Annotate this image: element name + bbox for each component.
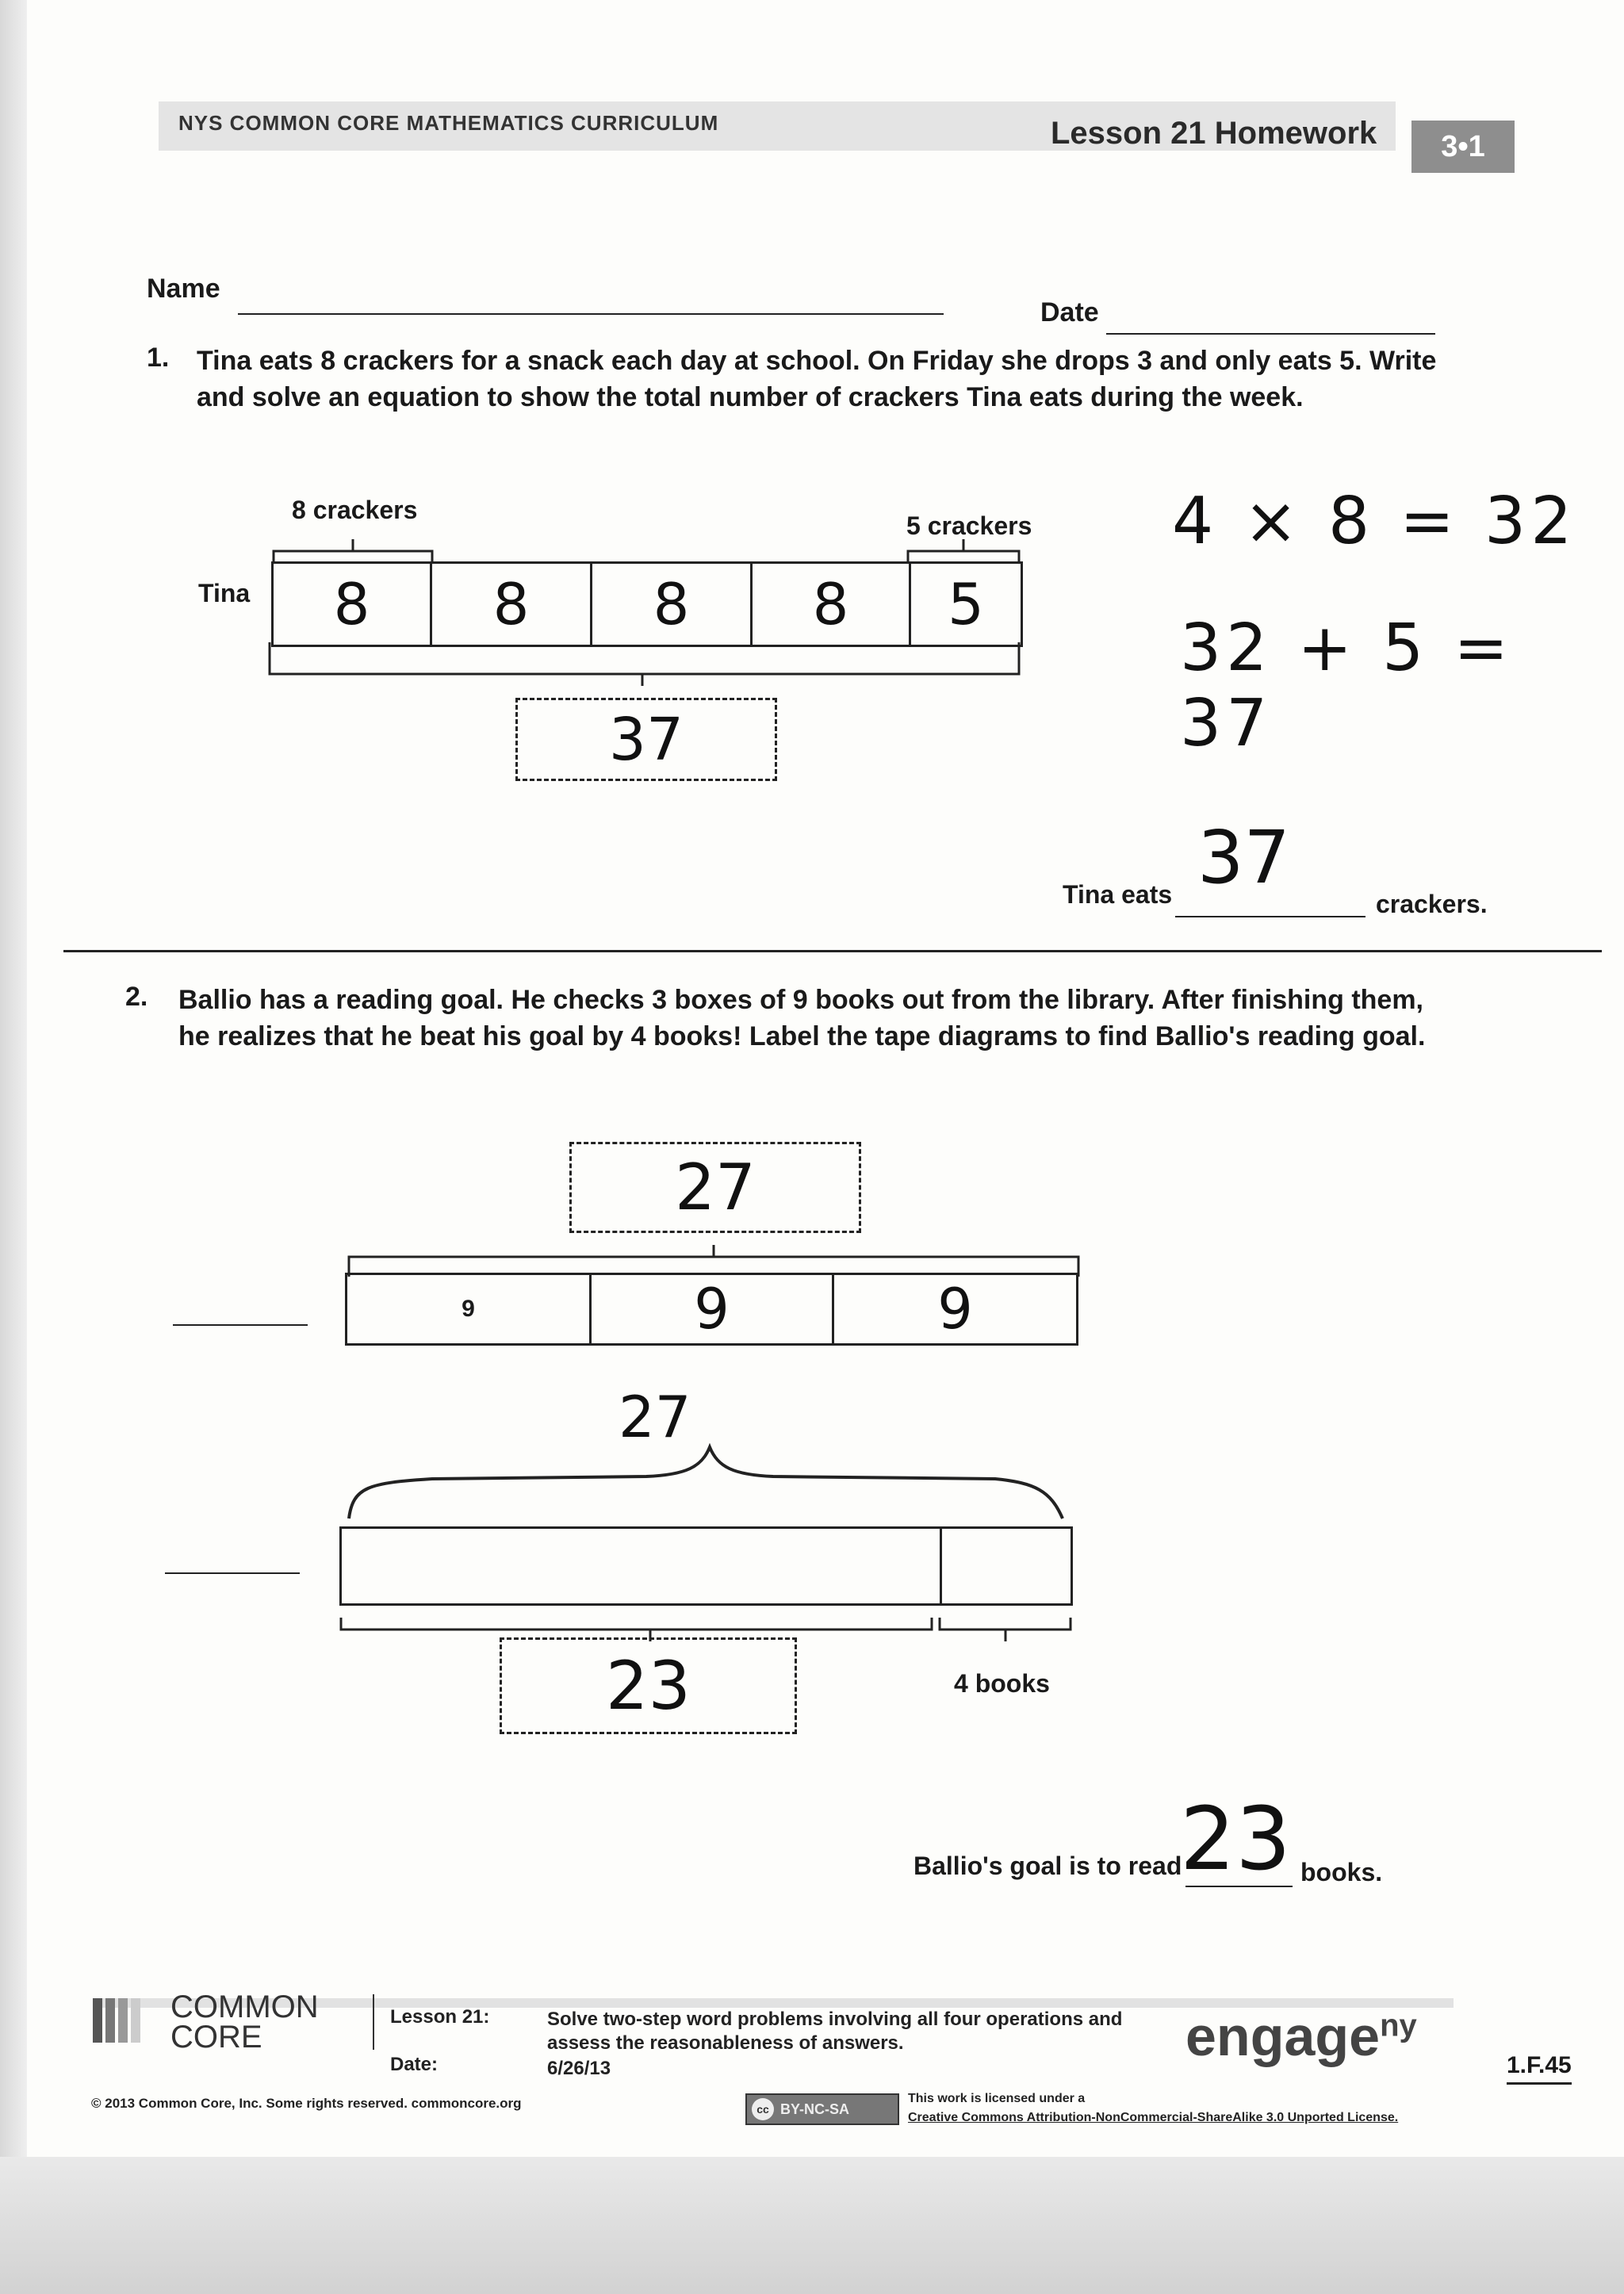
q2-tape2-brace-label: 27: [619, 1384, 691, 1450]
q2-tape2-label-blank[interactable]: [165, 1572, 300, 1574]
footer-date-value: 6/26/13: [547, 2058, 611, 2079]
date-field[interactable]: [1106, 333, 1435, 335]
q2-tape2-extra-cell: [942, 1529, 1071, 1603]
q2-tape2-main-cell: [342, 1529, 942, 1603]
name-label: Name: [147, 274, 220, 304]
section-divider: [63, 950, 1602, 952]
footer-description: Solve two-step word problems involving all four operations and assess the reasonableness of answers.: [547, 2009, 1123, 2054]
grade-module-badge: 3•1: [1411, 121, 1515, 173]
cc-badge-text: BY-NC-SA: [780, 2101, 850, 2117]
page-code: 1.F.45: [1507, 2052, 1572, 2085]
q2-tape1-total-box[interactable]: 27: [569, 1142, 861, 1233]
license-line-1: This work is licensed under a: [908, 2092, 1086, 2105]
q1-tape-cell: 8: [274, 564, 432, 645]
footer-date-label: Date:: [390, 2054, 439, 2075]
q1-tape-label: Tina: [198, 579, 251, 607]
q1-total-box[interactable]: 37: [515, 698, 777, 781]
cc-license-badge: [745, 2093, 899, 2125]
q2-tape1-label-blank[interactable]: [173, 1324, 308, 1326]
common-core-brand: [170, 1990, 319, 2055]
q1-answer-prefix: Tina eats: [1063, 880, 1173, 909]
q1-tape-cell: 8: [592, 564, 753, 645]
lesson-title: Lesson 21 Homework: [1051, 116, 1377, 151]
brand-line-2: CORE: [170, 2020, 262, 2055]
q1-equation-1: 4 × 8 = 32: [1172, 484, 1577, 559]
q1-equation-2: 32 + 5 = 37: [1180, 611, 1514, 761]
q1-tape: [271, 561, 1023, 647]
q1-tape-cell: 8: [432, 564, 592, 645]
footer-lesson-label: Lesson 21:: [390, 2006, 490, 2028]
scan-edge-left: [0, 0, 27, 2294]
common-core-logo-icon: [91, 1992, 163, 2047]
name-field[interactable]: [238, 313, 944, 315]
q1-answer-suffix: crackers.: [1376, 890, 1488, 918]
q2-answer-prefix: Ballio's goal is to read: [914, 1852, 1182, 1880]
q2-tape1-cell: 9: [937, 1277, 973, 1342]
q1-text: Tina eats 8 crackers for a snack each day at school. On Friday she drops 3 and only eats 5. Write and solve an equation to show the total number of crackers Tina eats during the week.: [197, 346, 1437, 412]
q2-tape1-cell: 9: [347, 1275, 592, 1343]
q1-tape-cell: 5: [948, 571, 984, 638]
footer-separator: [373, 1994, 374, 2050]
license-link[interactable]: Creative Commons Attribution-NonCommercial-ShareAlike 3.0 Unported License.: [908, 2111, 1399, 2124]
q1-tape-cell: 8: [753, 564, 911, 645]
q2-tape1: [345, 1273, 1078, 1346]
engage-word: engage: [1185, 2005, 1381, 2067]
curriculum-title: NYS COMMON CORE MATHEMATICS CURRICULUM: [178, 111, 719, 135]
brand-line-1: COMMON: [170, 1990, 319, 2024]
q2-number: 2.: [125, 982, 148, 1012]
engage-ny-logo: [1185, 2005, 1417, 2068]
q1-answer-value[interactable]: 37: [1197, 815, 1291, 900]
engage-sup: ny: [1380, 2008, 1417, 2043]
q2-tape1-cell: 9: [592, 1275, 834, 1343]
cc-icon: cc: [752, 2098, 774, 2120]
q1-bracket-left-label: 8 crackers: [292, 496, 418, 524]
q2-text: Ballio has a reading goal. He checks 3 boxes of 9 books out from the library. After finishing them, he realizes that he beat his goal by 4 books! Label the tape diagrams to find Ballio's reading goal.: [178, 985, 1426, 1051]
scan-edge-bottom: [0, 2157, 1624, 2294]
q1-answer-line: [1175, 916, 1365, 917]
q1-number: 1.: [147, 343, 170, 373]
q2-tape2: [339, 1526, 1073, 1606]
q2-tape2-part-box[interactable]: 23: [500, 1637, 797, 1734]
footer-copyright: © 2013 Common Core, Inc. Some rights reserved. commoncore.org: [91, 2096, 522, 2111]
q2-answer-suffix: books.: [1300, 1858, 1383, 1886]
q1-bracket-right-label: 5 crackers: [906, 511, 1032, 540]
date-label: Date: [1040, 297, 1099, 327]
q2-tape2-brace: [337, 1443, 1074, 1530]
q2-tape2-extra-label: 4 books: [954, 1669, 1050, 1698]
q2-answer-value[interactable]: 23: [1180, 1788, 1291, 1890]
